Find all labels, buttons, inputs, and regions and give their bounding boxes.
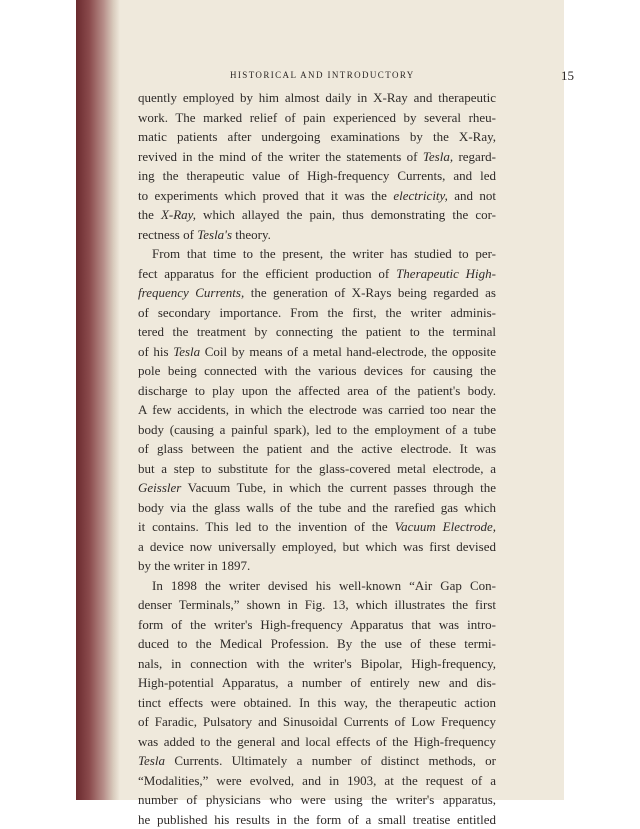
text-segment: it contains. This led to the invention of the <box>138 519 395 534</box>
text-segment: the generation of X-Rays being regarded as <box>244 285 496 300</box>
text-line <box>138 751 496 771</box>
italic-text: Tesla, <box>423 149 453 164</box>
text-segment: by the writer in 1897. <box>138 558 250 573</box>
text-segment: Currents. Ultimately a number of distinct methods, or <box>165 753 496 768</box>
text-segment: A few accidents, in which the electrode was carried too near the <box>138 402 496 417</box>
text-segment: ing the therapeutic value of High-frequency Currents, and led <box>138 168 496 183</box>
text-line <box>138 693 496 713</box>
italic-text: electricity, <box>393 188 448 203</box>
text-line <box>138 576 496 596</box>
text-line <box>138 537 496 557</box>
text-segment: form of the writer's High-frequency Apparatus that was intro- <box>138 617 496 632</box>
text-segment: theory. <box>232 227 271 242</box>
text-line <box>138 732 496 752</box>
text-segment: of Faradic, Pulsatory and Sinusoidal Currents of Low Frequency <box>138 714 496 729</box>
text-line <box>138 283 496 303</box>
text-line <box>138 459 496 479</box>
italic-text: Tesla <box>138 753 165 768</box>
text-line <box>138 342 496 362</box>
text-line <box>138 595 496 615</box>
text-line <box>138 615 496 635</box>
italic-text: Tesla <box>173 344 200 359</box>
italic-text: Geissler <box>138 480 181 495</box>
text-line <box>138 225 496 245</box>
paragraph <box>138 576 496 829</box>
text-segment: Vacuum Tube, in which the current passes through the <box>181 480 496 495</box>
text-segment: denser Terminals,” shown in Fig. 13, which illustrates the first <box>138 597 496 612</box>
italic-text: Vacuum Electrode, <box>395 519 496 534</box>
text-segment: he published his results in the form of a small treatise entitled <box>138 812 496 827</box>
running-title: HISTORICAL AND INTRODUCTORY <box>230 70 415 80</box>
text-segment: “Modalities,” were evolved, and in 1903, at the request of a <box>138 773 496 788</box>
book-gutter-shadow <box>76 0 120 800</box>
text-line <box>138 303 496 323</box>
text-line <box>138 264 496 284</box>
text-segment: regard- <box>453 149 496 164</box>
text-segment: pole being connected with the various devices for causing the <box>138 363 496 378</box>
text-line <box>138 420 496 440</box>
text-segment: rectness of <box>138 227 197 242</box>
text-line <box>138 810 496 829</box>
text-segment: fect apparatus for the efficient production of <box>138 266 396 281</box>
italic-text: Therapeutic High- <box>396 266 496 281</box>
text-segment: was added to the general and local effects of the High-frequency <box>138 734 496 749</box>
text-line <box>138 322 496 342</box>
text-line <box>138 790 496 810</box>
italic-text: Tesla's <box>197 227 232 242</box>
text-line <box>138 634 496 654</box>
text-line <box>138 556 496 576</box>
text-segment: of secondary importance. From the first, the writer adminis- <box>138 305 496 320</box>
text-segment: to experiments which proved that it was the <box>138 188 393 203</box>
text-segment: In 1898 the writer devised his well-known “Air Gap Con- <box>152 578 496 593</box>
text-line <box>138 673 496 693</box>
italic-text: frequency Currents, <box>138 285 244 300</box>
text-segment: Coil by means of a metal hand-electrode, the opposite <box>200 344 496 359</box>
text-segment: and not <box>448 188 496 203</box>
text-line <box>138 712 496 732</box>
text-segment: a device now universally employed, but which was first devised <box>138 539 496 554</box>
body-text <box>138 88 496 829</box>
text-line <box>138 108 496 128</box>
text-line <box>138 517 496 537</box>
text-segment: body (causing a painful spark), led to the employment of a tube <box>138 422 496 437</box>
text-line <box>138 381 496 401</box>
text-line <box>138 166 496 186</box>
text-segment: discharge to play upon the affected area of the patient's body. <box>138 383 496 398</box>
text-segment: duced to the Medical Profession. By the use of these termi- <box>138 636 496 651</box>
text-segment: work. The marked relief of pain experienced by several rheu- <box>138 110 496 125</box>
text-segment: matic patients after undergoing examinations by the X-Ray, <box>138 129 496 144</box>
text-segment: of glass between the patient and the active electrode. It was <box>138 441 496 456</box>
text-segment: number of physicians who were using the writer's apparatus, <box>138 792 496 807</box>
text-line <box>138 205 496 225</box>
text-segment: tinct effects were obtained. In this way, the therapeutic action <box>138 695 496 710</box>
text-segment: nals, in connection with the writer's Bipolar, High-frequency, <box>138 656 496 671</box>
text-segment: High-potential Apparatus, a number of entirely new and dis- <box>138 675 496 690</box>
page-number: 15 <box>561 68 574 84</box>
text-line <box>138 439 496 459</box>
paragraph <box>138 244 496 576</box>
text-line <box>138 478 496 498</box>
text-segment: but a step to substitute for the glass-covered metal electrode, a <box>138 461 496 476</box>
text-line <box>138 147 496 167</box>
text-line <box>138 88 496 108</box>
text-line <box>138 771 496 791</box>
text-segment: From that time to the present, the writer has studied to per- <box>152 246 496 261</box>
text-line <box>138 186 496 206</box>
text-segment: of his <box>138 344 173 359</box>
text-segment: the <box>138 207 161 222</box>
text-line <box>138 654 496 674</box>
text-segment: which allayed the pain, thus demonstrating the cor- <box>196 207 496 222</box>
text-line <box>138 127 496 147</box>
text-line <box>138 361 496 381</box>
italic-text: X-Ray, <box>161 207 196 222</box>
text-line <box>138 498 496 518</box>
text-line <box>138 244 496 264</box>
text-segment: tered the treatment by connecting the patient to the terminal <box>138 324 496 339</box>
text-segment: revived in the mind of the writer the statements of <box>138 149 423 164</box>
paragraph <box>138 88 496 244</box>
text-segment: quently employed by him almost daily in X-Ray and therapeutic <box>138 90 496 105</box>
text-segment: body via the glass walls of the tube and the rarefied gas which <box>138 500 496 515</box>
text-line <box>138 400 496 420</box>
